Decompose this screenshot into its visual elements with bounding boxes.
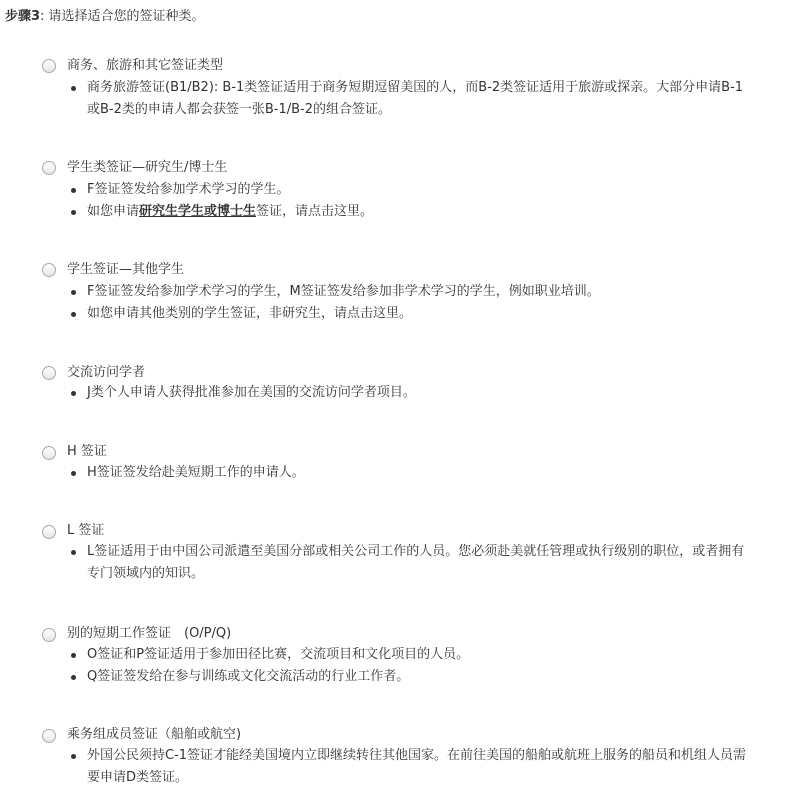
bullet-icon <box>71 471 76 476</box>
bullet-list <box>0 745 795 789</box>
bullet-icon <box>71 210 76 215</box>
list-item <box>0 281 795 303</box>
option-title: 别的短期工作签证 (O/P/Q) <box>67 626 232 641</box>
list-item <box>0 745 795 789</box>
bullet-list <box>0 77 795 121</box>
bullet-list <box>0 179 795 223</box>
radio-h-visa[interactable] <box>42 446 56 460</box>
option-title: L 签证 <box>67 523 105 538</box>
bullet-text: 商务旅游签证(B1/B2): B-1类签证适用于商务短期逗留美国的人，而B-2类签证适用于旅游或探亲。大部分申请B-1或B-2类的申请人都会获签一张B-1/B-2的组合签证。 <box>87 80 744 117</box>
radio-other-student[interactable] <box>42 263 56 277</box>
list-item <box>0 462 795 484</box>
step-instruction: : 请选择适合您的签证种类。 <box>40 9 205 24</box>
bullet-icon <box>71 290 76 295</box>
bullet-icon <box>71 188 76 193</box>
bullet-text: O签证和P签证适用于参加田径比赛，交流项目和文化项目的人员。 <box>87 647 470 662</box>
bullet-list <box>0 462 795 484</box>
option-title: H 签证 <box>67 444 107 459</box>
list-item <box>0 77 795 121</box>
list-item <box>0 303 795 325</box>
bullet-icon <box>71 653 76 658</box>
list-item <box>0 541 795 585</box>
radio-exchange-visitor[interactable] <box>42 366 56 380</box>
bullet-list <box>0 382 795 404</box>
bullet-text: 如您申请其他类别的学生签证，非研究生，请点击这里。 <box>87 306 413 321</box>
bullet-text: J类个人申请人获得批准参加在美国的交流访问学者项目。 <box>87 385 416 400</box>
graduate-doctoral-link[interactable]: 研究生学生或博士生 <box>139 204 257 219</box>
radio-graduate-student[interactable] <box>42 161 56 175</box>
bullet-list <box>0 541 795 585</box>
option-title: 学生签证—其他学生 <box>67 262 185 277</box>
bullet-icon <box>71 550 76 555</box>
step-label: 步骤3 <box>5 9 41 24</box>
bullet-icon <box>71 675 76 680</box>
bullet-text: H签证签发给赴美短期工作的申请人。 <box>87 465 305 480</box>
bullet-text: 外国公民须持C-1签证才能经美国境内立即继续转往其他国家。在前往美国的船舶或航班上服务的船员和机组人员需要申请D类签证。 <box>87 748 747 785</box>
radio-business-tourism[interactable] <box>42 59 56 73</box>
bullet-text: F签证签发给参加学术学习的学生，M签证签发给参加非学术学习的学生，例如职业培训。 <box>87 284 600 299</box>
bullet-text: L签证适用于由中国公司派遣至美国分部或相关公司工作的人员。您必须赴美就任管理或执行级别的职位，或者拥有专门领域内的知识。 <box>87 544 745 581</box>
list-item <box>0 666 795 688</box>
list-item <box>0 179 795 201</box>
step-heading <box>5 8 205 26</box>
bullet-list <box>0 644 795 688</box>
option-title: 商务、旅游和其它签证类型 <box>67 58 224 73</box>
bullet-text: F签证签发给参加学术学习的学生。 <box>87 182 290 197</box>
bullet-list <box>0 281 795 325</box>
bullet-icon <box>71 754 76 759</box>
bullet-text-before: 如您申请 <box>87 204 140 219</box>
radio-crew[interactable] <box>42 729 56 743</box>
radio-l-visa[interactable] <box>42 525 56 539</box>
option-title: 学生类签证—研究生/博士生 <box>67 160 228 175</box>
option-title: 交流访问学者 <box>67 365 146 380</box>
bullet-icon <box>71 391 76 396</box>
radio-short-term-work[interactable] <box>42 628 56 642</box>
bullet-text: Q签证签发给在参与训练或文化交流活动的行业工作者。 <box>87 669 410 684</box>
bullet-text-after: 签证，请点击这里。 <box>256 204 374 219</box>
list-item <box>0 644 795 666</box>
list-item <box>0 201 795 223</box>
list-item <box>0 382 795 404</box>
bullet-icon <box>71 312 76 317</box>
option-title: 乘务组成员签证（船舶或航空) <box>67 727 242 742</box>
bullet-icon <box>71 86 76 91</box>
